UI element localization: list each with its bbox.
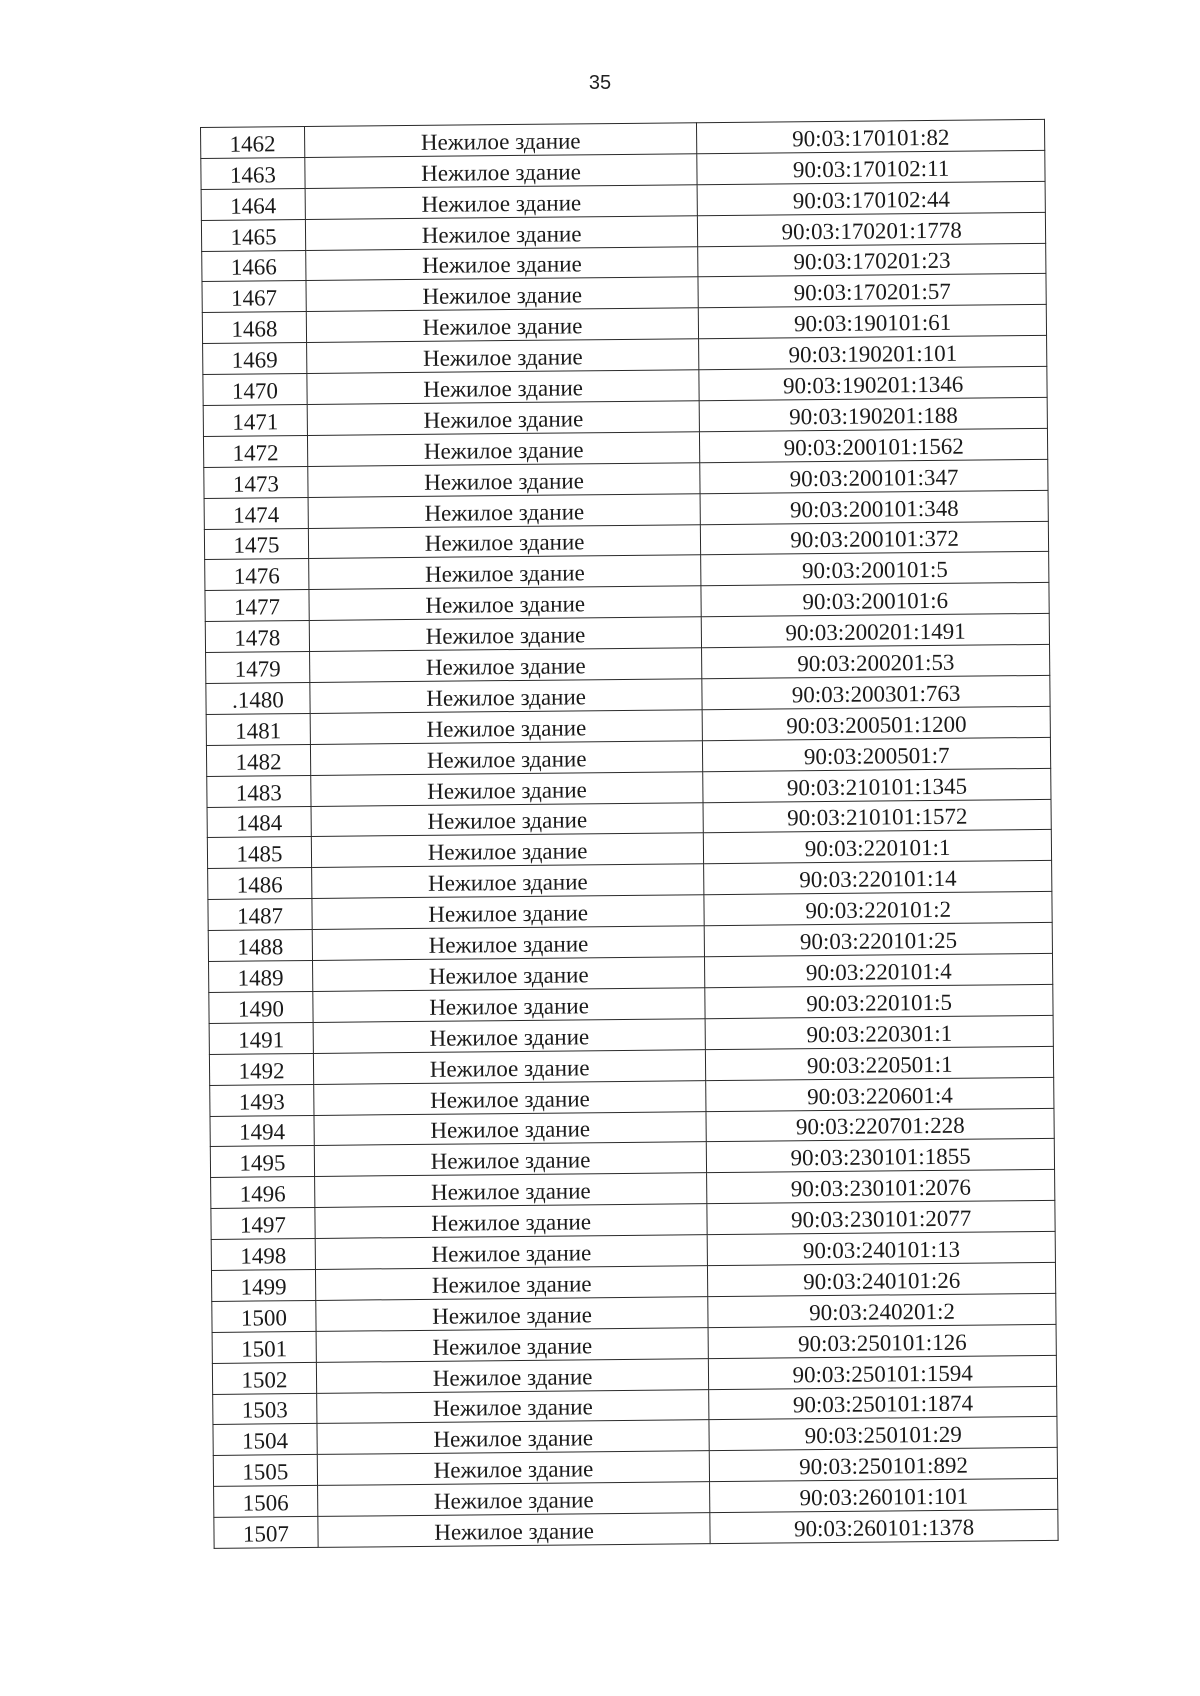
cadastral-number-cell: 90:03:200101:6 (701, 583, 1049, 617)
cadastral-number-cell: 90:03:250101:1594 (709, 1355, 1057, 1389)
row-number-cell: 1477 (205, 590, 309, 622)
object-type-cell: Нежилое здание (311, 802, 704, 837)
cadastral-number-cell: 90:03:230101:2076 (707, 1170, 1055, 1204)
object-type-cell: Нежилое здание (305, 154, 698, 189)
cadastral-number-cell: 90:03:220101:14 (704, 861, 1052, 895)
object-type-cell: Нежилое здание (312, 926, 705, 961)
cadastral-number-cell: 90:03:170201:57 (698, 274, 1046, 308)
object-type-cell: Нежилое здание (306, 246, 699, 281)
cadastral-number-cell: 90:03:170201:1778 (698, 212, 1046, 246)
row-number-cell: 1487 (208, 899, 312, 931)
object-type-cell: Нежилое здание (309, 586, 702, 621)
row-number-cell: 1474 (204, 497, 308, 529)
cadastral-number-cell: 90:03:250101:892 (710, 1448, 1058, 1482)
row-number-cell: 1504 (213, 1424, 317, 1456)
object-type-cell: Нежилое здание (305, 215, 698, 250)
cadastral-number-cell: 90:03:170201:23 (698, 243, 1046, 277)
object-type-cell: Нежилое здание (312, 895, 705, 930)
cadastral-number-cell: 90:03:200201:53 (702, 645, 1050, 679)
object-type-cell: Нежилое здание (309, 648, 702, 683)
cadastral-number-cell: 90:03:220301:1 (705, 1015, 1053, 1049)
row-number-cell: 1502 (212, 1362, 316, 1394)
cadastral-number-cell: 90:03:210101:1345 (703, 768, 1051, 802)
row-number-cell: 1490 (209, 991, 313, 1023)
cadastral-number-cell: 90:03:220101:5 (705, 984, 1053, 1018)
object-type-cell: Нежилое здание (310, 679, 703, 714)
object-type-cell: Нежилое здание (315, 1266, 708, 1301)
cadastral-number-cell: 90:03:220601:4 (706, 1077, 1054, 1111)
page-number: 35 (588, 72, 612, 94)
cadastral-number-cell: 90:03:200201:1491 (702, 614, 1050, 648)
cadastral-number-cell: 90:03:200101:1562 (700, 428, 1048, 462)
row-number-cell: 1494 (210, 1115, 314, 1147)
row-number-cell: 1501 (212, 1331, 316, 1363)
cadastral-number-cell: 90:03:220101:25 (705, 923, 1053, 957)
row-number-cell: 1499 (211, 1269, 315, 1301)
object-type-cell: Нежилое здание (317, 1389, 710, 1424)
cadastral-number-cell: 90:03:190101:61 (699, 305, 1047, 339)
object-type-cell: Нежилое здание (314, 1142, 707, 1177)
cadastral-number-cell: 90:03:260101:1378 (710, 1509, 1058, 1543)
cadastral-number-cell: 90:03:200301:763 (702, 675, 1050, 709)
object-type-cell: Нежилое здание (307, 370, 700, 405)
object-type-cell: Нежилое здание (316, 1358, 709, 1393)
object-type-cell: Нежилое здание (306, 308, 699, 343)
cadastral-number-cell: 90:03:240101:26 (708, 1262, 1056, 1296)
row-number-cell: 1472 (203, 435, 307, 467)
row-number-cell: 1468 (202, 312, 306, 344)
row-number-cell: 1505 (213, 1455, 317, 1487)
row-number-cell: 1492 (209, 1053, 313, 1085)
row-number-cell: 1485 (207, 837, 311, 869)
registry-table (200, 119, 1059, 1549)
row-number-cell: 1476 (205, 559, 309, 591)
row-number-cell: 1500 (212, 1300, 316, 1332)
row-number-cell: .1480 (206, 683, 310, 715)
cadastral-number-cell: 90:03:210101:1572 (703, 799, 1051, 833)
object-type-cell: Нежилое здание (309, 555, 702, 590)
object-type-cell: Нежилое здание (316, 1297, 709, 1332)
object-type-cell: Нежилое здание (314, 1111, 707, 1146)
cadastral-number-cell: 90:03:260101:101 (710, 1479, 1058, 1513)
row-number-cell: 1498 (211, 1239, 315, 1271)
object-type-cell: Нежилое здание (307, 401, 700, 436)
row-number-cell: 1466 (202, 250, 306, 282)
object-type-cell: Нежилое здание (311, 833, 704, 868)
row-number-cell: 1488 (208, 930, 312, 962)
object-type-cell: Нежилое здание (315, 1204, 708, 1239)
cadastral-number-cell: 90:03:250101:29 (709, 1417, 1057, 1451)
cadastral-number-cell: 90:03:200101:372 (701, 521, 1049, 555)
cadastral-number-cell: 90:03:200101:348 (700, 490, 1048, 524)
row-number-cell: 1467 (202, 281, 306, 313)
cadastral-number-cell: 90:03:190201:188 (699, 397, 1047, 431)
table-body (201, 119, 1059, 1548)
cadastral-number-cell: 90:03:230101:2077 (707, 1201, 1055, 1235)
cadastral-number-cell: 90:03:240201:2 (708, 1293, 1056, 1327)
row-number-cell: 1486 (208, 868, 312, 900)
object-type-cell: Нежилое здание (309, 617, 702, 652)
cadastral-number-cell: 90:03:190201:101 (699, 336, 1047, 370)
object-type-cell: Нежилое здание (313, 988, 706, 1023)
object-type-cell: Нежилое здание (311, 864, 704, 899)
object-type-cell: Нежилое здание (315, 1235, 708, 1270)
row-number-cell: 1503 (213, 1393, 317, 1425)
cadastral-number-cell: 90:03:220701:228 (706, 1108, 1054, 1142)
object-type-cell: Нежилое здание (313, 1049, 706, 1084)
cadastral-number-cell: 90:03:250101:126 (708, 1324, 1056, 1358)
object-type-cell: Нежилое здание (313, 1019, 706, 1054)
row-number-cell: 1481 (206, 713, 310, 745)
row-number-cell: 1497 (211, 1208, 315, 1240)
cadastral-number-cell: 90:03:190201:1346 (699, 367, 1047, 401)
row-number-cell: 1507 (214, 1517, 318, 1549)
cadastral-number-cell: 90:03:170102:11 (697, 150, 1045, 184)
cadastral-number-cell: 90:03:250101:1874 (709, 1386, 1057, 1420)
cadastral-number-cell: 90:03:220501:1 (706, 1046, 1054, 1080)
object-type-cell: Нежилое здание (317, 1420, 710, 1455)
row-number-cell: 1495 (210, 1146, 314, 1178)
cadastral-number-cell: 90:03:240101:13 (708, 1231, 1056, 1265)
object-type-cell: Нежилое здание (306, 277, 699, 312)
object-type-cell: Нежилое здание (316, 1327, 709, 1362)
cadastral-number-cell: 90:03:170101:82 (697, 119, 1045, 153)
object-type-cell: Нежилое здание (310, 710, 703, 745)
cadastral-number-cell: 90:03:200501:1200 (702, 706, 1050, 740)
row-number-cell: 1506 (214, 1486, 318, 1518)
row-number-cell: 1491 (209, 1022, 313, 1054)
row-number-cell: 1483 (207, 775, 311, 807)
object-type-cell: Нежилое здание (317, 1482, 710, 1517)
object-type-cell: Нежилое здание (305, 185, 698, 220)
row-number-cell: 1479 (206, 652, 310, 684)
row-number-cell: 1462 (201, 126, 305, 158)
cadastral-number-cell: 90:03:220101:1 (704, 830, 1052, 864)
cadastral-number-cell: 90:03:220101:2 (704, 892, 1052, 926)
object-type-cell: Нежилое здание (318, 1513, 711, 1548)
row-number-cell: 1463 (201, 157, 305, 189)
row-number-cell: 1482 (206, 744, 310, 776)
object-type-cell: Нежилое здание (311, 771, 704, 806)
row-number-cell: 1464 (201, 188, 305, 220)
row-number-cell: 1465 (201, 219, 305, 251)
object-type-cell: Нежилое здание (312, 957, 705, 992)
cadastral-number-cell: 90:03:200101:347 (700, 459, 1048, 493)
row-number-cell: 1493 (210, 1084, 314, 1116)
object-type-cell: Нежилое здание (304, 123, 697, 158)
row-number-cell: 1475 (204, 528, 308, 560)
cadastral-number-cell: 90:03:220101:4 (705, 953, 1053, 987)
row-number-cell: 1471 (203, 405, 307, 437)
row-number-cell: 1470 (203, 374, 307, 406)
row-number-cell: 1496 (211, 1177, 315, 1209)
object-type-cell: Нежилое здание (307, 432, 700, 467)
object-type-cell: Нежилое здание (308, 493, 701, 528)
object-type-cell: Нежилое здание (310, 741, 703, 776)
cadastral-number-cell: 90:03:200101:5 (701, 552, 1049, 586)
cadastral-number-cell: 90:03:200501:7 (703, 737, 1051, 771)
row-number-cell: 1478 (205, 621, 309, 653)
row-number-cell: 1473 (204, 466, 308, 498)
object-type-cell: Нежилое здание (317, 1451, 710, 1486)
object-type-cell: Нежилое здание (314, 1173, 707, 1208)
object-type-cell: Нежилое здание (308, 524, 701, 559)
object-type-cell: Нежилое здание (314, 1080, 707, 1115)
row-number-cell: 1489 (209, 961, 313, 993)
cadastral-number-cell: 90:03:170102:44 (697, 181, 1045, 215)
cadastral-number-cell: 90:03:230101:1855 (707, 1139, 1055, 1173)
row-number-cell: 1484 (207, 806, 311, 838)
row-number-cell: 1469 (203, 343, 307, 375)
object-type-cell: Нежилое здание (308, 463, 701, 498)
object-type-cell: Нежилое здание (306, 339, 699, 374)
